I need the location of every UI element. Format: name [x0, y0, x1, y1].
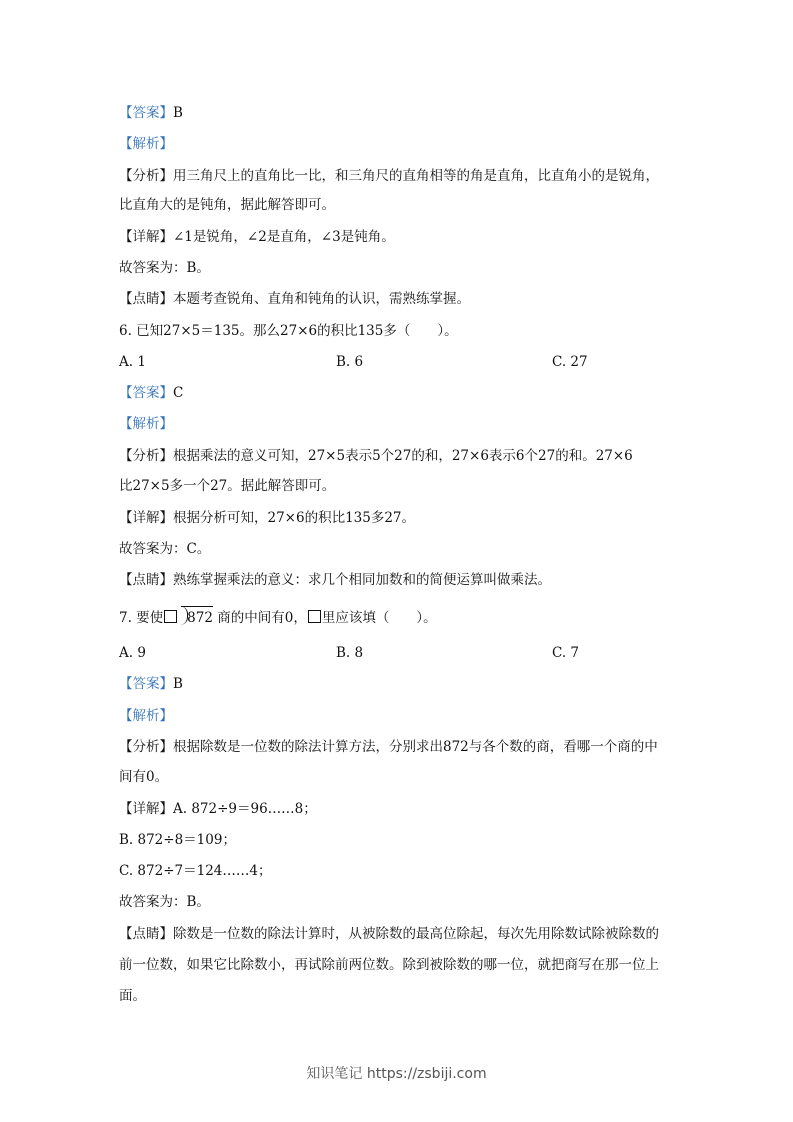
q7-option-a: A. 9 [119, 645, 146, 661]
dianjing-line2-7: 前一位数，如果它比除数小，再试除前两位数。除到被除数的哪一位，就把商写在那一位上 [119, 957, 659, 973]
dianjing-text: 除数是一位数的除法计算时，从被除数的最高位除起，每次先用除数试除被除数的 [173, 926, 659, 942]
dianjing-tag: 【点睛】 [119, 926, 173, 942]
fenxi-text: 根据乘法的意义可知，27×5表示5个27的和，27×6表示6个27的和。27×6 [173, 448, 633, 464]
conclusion-6: 故答案为：C。 [119, 541, 211, 557]
dividend: 872 [187, 610, 213, 626]
blank-box-icon [164, 610, 177, 623]
q6-option-c: C. 27 [552, 354, 588, 370]
fenxi-tag: 【分析】 [119, 448, 173, 464]
fenxi-line1-6 [119, 446, 633, 466]
q7-stem-suffix-b: 里应该填（ ）。 [321, 610, 437, 626]
xiangjie-text: ∠1是锐角，∠2是直角，∠3是钝角。 [173, 229, 395, 245]
analysis-heading-5 [119, 134, 173, 154]
xiangjie-line-6 [119, 508, 415, 528]
dianjing-line-5 [119, 289, 470, 309]
answer-line-7 [119, 674, 183, 694]
answer-line-5 [119, 103, 183, 123]
fenxi-tag: 【分析】 [119, 739, 173, 755]
xiangjie-tag: 【详解】 [119, 229, 173, 245]
analysis-heading-7 [119, 706, 173, 726]
fenxi-tag: 【分析】 [119, 168, 173, 184]
dianjing-text: 熟练掌握乘法的意义：求几个相同加数和的简便运算叫做乘法。 [173, 572, 551, 588]
blank-box-icon [308, 610, 321, 623]
xiangjie-text: 根据分析可知，27×6的积比135多27。 [173, 510, 416, 526]
answer-line-6 [119, 383, 183, 403]
xiangjie-tag: 【详解】 [119, 510, 173, 526]
analysis-tag: 【解析】 [119, 708, 173, 724]
dianjing-line-6 [119, 570, 551, 590]
dianjing-line3-7: 面。 [119, 988, 146, 1004]
fenxi-text: 用三角尺上的直角比一比，和三角尺的直角相等的角是直角，比直角小的是锐角， [173, 168, 659, 184]
q6-option-a: A. 1 [119, 354, 146, 370]
q7-stem-suffix-a: 商的中间有0， [217, 610, 307, 626]
xiangjie-line-7c: C. 872÷7＝124……4； [119, 863, 272, 879]
xiangjie-tag: 【详解】 [119, 801, 173, 817]
footer-watermark: 知识笔记 https://zsbiji.com [306, 1066, 487, 1082]
long-division-symbol [181, 606, 213, 628]
dianjing-text: 本题考查锐角、直角和钝角的认识，需熟练掌握。 [173, 291, 470, 307]
fenxi-text: 根据除数是一位数的除法计算方法，分别求出872与各个数的商，看哪一个商的中 [173, 739, 658, 755]
xiangjie-line-7b: B. 872÷8＝109； [119, 832, 236, 848]
xiangjie-line-7a [119, 799, 317, 819]
answer-tag: 【答案】 [119, 676, 173, 692]
q7-stem-prefix: 7. 要使 [119, 610, 164, 626]
fenxi-line2-5: 比直角大的是钝角，据此解答即可。 [119, 197, 335, 213]
answer-tag: 【答案】 [119, 105, 173, 121]
conclusion-5: 故答案为：B。 [119, 260, 210, 276]
answer-value: B [173, 105, 183, 121]
analysis-tag: 【解析】 [119, 136, 173, 152]
fenxi-line2-7: 间有0。 [119, 769, 169, 785]
dianjing-line1-7 [119, 924, 659, 944]
answer-value: B [173, 676, 183, 692]
question-6-stem: 6. 已知27×5＝135。那么27×6的积比135多（ ）。 [119, 323, 458, 339]
q7-option-b: B. 8 [336, 645, 364, 661]
dianjing-tag: 【点睛】 [119, 291, 173, 307]
xiangjie-text-a: A. 872÷9＝96……8； [173, 801, 317, 817]
analysis-heading-6 [119, 414, 173, 434]
fenxi-line1-5 [119, 166, 659, 186]
q6-option-b: B. 6 [336, 354, 364, 370]
question-7-stem [119, 606, 437, 628]
conclusion-7: 故答案为：B。 [119, 894, 210, 910]
analysis-tag: 【解析】 [119, 416, 173, 432]
answer-tag: 【答案】 [119, 385, 173, 401]
fenxi-line1-7 [119, 737, 658, 757]
fenxi-line2-6: 比27×5多一个27。据此解答即可。 [119, 478, 336, 494]
xiangjie-line-5 [119, 227, 395, 247]
dianjing-tag: 【点睛】 [119, 572, 173, 588]
q7-option-c: C. 7 [552, 645, 580, 661]
answer-value: C [173, 385, 184, 401]
